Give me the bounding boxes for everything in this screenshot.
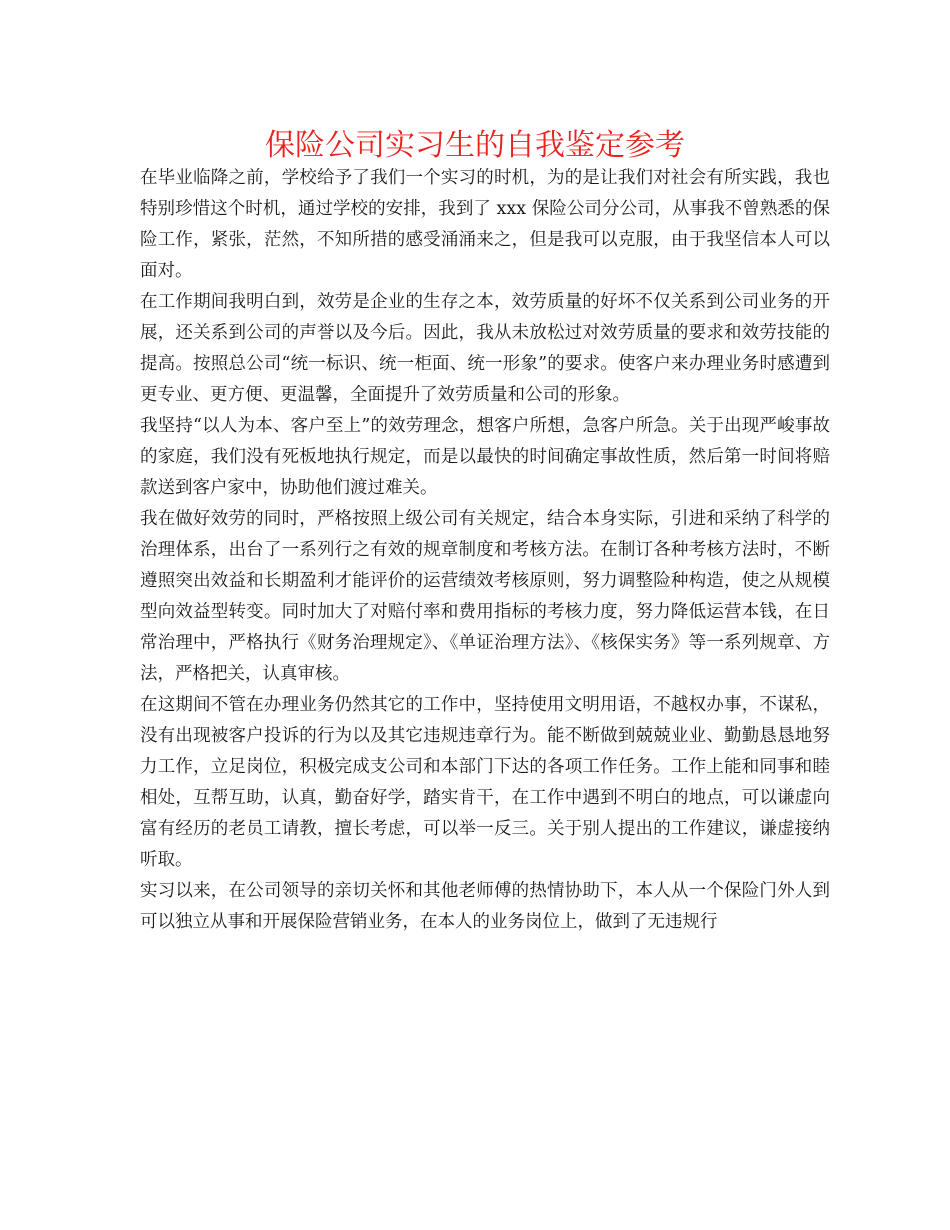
- paragraph-6: 实习以来，在公司领导的亲切关怀和其他老师傅的热情协助下，本人从一个保险门外人到可以独立从事和开展保险营销业务，在本人的业务岗位上，做到了无违规行: [140, 881, 830, 932]
- paragraph-4: 我在做好效劳的同时，严格按照上级公司有关规定，结合本身实际，引进和采纳了科学的治理体系，出台了一系列行之有效的规章制度和考核方法。在制订各种考核方法时，不断遵照突出效益和长期盈利才能评价的运营绩效考核原则，努力调整险种构造，使之从规模型向效益型转变。同时加大了对赔付率和费用指标的考核力度，努力降低运营本钱，在日常治理中，严格执行《财务治理规定》、《单证治理方法》、《核保实务》等一系列规章、方法，严格把关，认真审核。: [140, 509, 830, 684]
- paragraph-3: 我坚持“以人为本、客户至上”的效劳理念，想客户所想，急客户所急。关于出现严峻事故的家庭，我们没有死板地执行规定，而是以最快的时间确定事故性质，然后第一时间将赔款送到客户家中，协助他们渡过难关。: [140, 416, 830, 498]
- paragraph-1: 在毕业临降之前，学校给予了我们一个实习的时机，为的是让我们对社会有所实践，我也特别珍惜这个时机，通过学校的安排，我到了 xxx 保险公司分公司，从事我不曾熟悉的保险工作，紧张，茫然，不知所措的感受涌涌来之，但是我可以克服，由于我坚信本人可以面对。: [140, 168, 830, 281]
- document-body: [140, 163, 830, 938]
- paragraph-5: 在这期间不管在办理业务仍然其它的工作中，坚持使用文明用语，不越权办事，不谋私，没有出现被客户投诉的行为以及其它违规违章行为。能不断做到兢兢业业、勤勤恳恳地努力工作，立足岗位，积极完成支公司和本部门下达的各项工作任务。工作上能和同事和睦相处，互帮互助，认真，勤奋好学，踏实肯干，在工作中遇到不明白的地点，可以谦虚向富有经历的老员工请教，擅长考虑，可以举一反三。关于别人提出的工作建议，谦虚接纳听取。: [140, 695, 830, 870]
- paragraph-2: 在工作期间我明白到，效劳是企业的生存之本，效劳质量的好坏不仅关系到公司业务的开展，还关系到公司的声誉以及今后。因此，我从未放松过对效劳质量的要求和效劳技能的提高。按照总公司“统一标识、统一柜面、统一形象”的要求。使客户来办理业务时感遭到更专业、更方便、更温馨，全面提升了效劳质量和公司的形象。: [140, 292, 830, 405]
- document-title: 保险公司实习生的自我鉴定参考: [265, 128, 685, 163]
